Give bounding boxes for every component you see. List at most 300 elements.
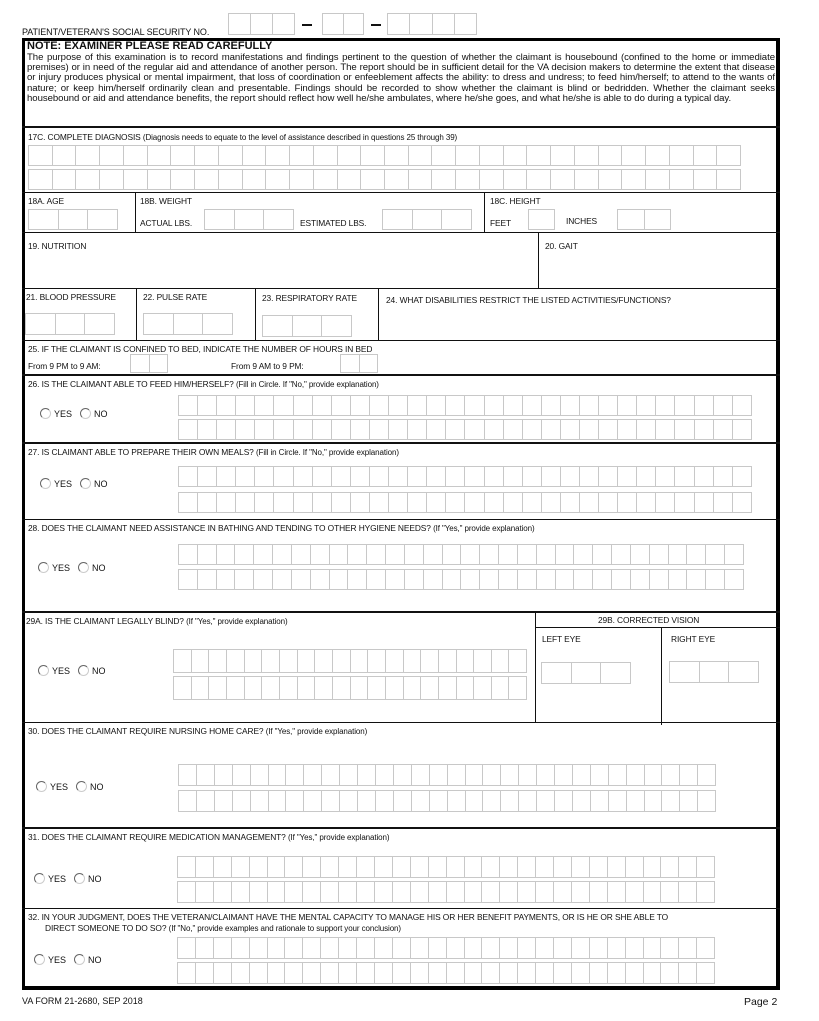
character-box[interactable]: [481, 963, 499, 983]
character-box[interactable]: [598, 396, 617, 415]
character-box[interactable]: [645, 146, 669, 165]
character-box[interactable]: [499, 938, 517, 958]
character-box[interactable]: [191, 677, 209, 699]
character-box[interactable]: [535, 882, 553, 902]
character-box[interactable]: [541, 467, 560, 486]
character-box[interactable]: [249, 938, 267, 958]
character-box[interactable]: [357, 765, 375, 785]
character-box[interactable]: [393, 791, 411, 811]
character-box[interactable]: [285, 765, 303, 785]
character-box[interactable]: [350, 493, 369, 512]
character-box[interactable]: [643, 963, 661, 983]
character-box[interactable]: [571, 663, 601, 683]
character-box[interactable]: [369, 420, 388, 439]
character-box[interactable]: [213, 857, 231, 877]
q28-yes-radio[interactable]: [38, 562, 70, 573]
character-box[interactable]: [598, 170, 622, 189]
character-box[interactable]: [261, 650, 279, 672]
character-box[interactable]: [337, 170, 361, 189]
character-box[interactable]: [464, 963, 482, 983]
character-box[interactable]: [170, 146, 194, 165]
character-box[interactable]: [235, 493, 254, 512]
character-box[interactable]: [445, 420, 464, 439]
character-box[interactable]: [179, 545, 197, 564]
character-box[interactable]: [218, 170, 242, 189]
character-box[interactable]: [174, 677, 191, 699]
character-box[interactable]: [426, 420, 445, 439]
character-box[interactable]: [197, 570, 216, 589]
character-box[interactable]: [553, 882, 571, 902]
character-box[interactable]: [660, 963, 678, 983]
left-eye-input[interactable]: [541, 662, 631, 684]
character-box[interactable]: [607, 938, 625, 958]
character-box[interactable]: [279, 677, 297, 699]
character-box[interactable]: [261, 677, 279, 699]
character-box[interactable]: [350, 650, 368, 672]
character-box[interactable]: [517, 963, 535, 983]
character-box[interactable]: [197, 396, 216, 415]
character-box[interactable]: [147, 170, 171, 189]
character-box[interactable]: [621, 170, 645, 189]
character-box[interactable]: [590, 791, 608, 811]
character-box[interactable]: [617, 467, 636, 486]
character-box[interactable]: [541, 493, 560, 512]
character-box[interactable]: [314, 650, 332, 672]
character-box[interactable]: [644, 791, 662, 811]
character-box[interactable]: [518, 791, 536, 811]
character-box[interactable]: [293, 493, 312, 512]
character-box[interactable]: [232, 765, 250, 785]
character-box[interactable]: [249, 963, 267, 983]
character-box[interactable]: [484, 420, 503, 439]
character-box[interactable]: [350, 677, 368, 699]
character-box[interactable]: [442, 570, 461, 589]
character-box[interactable]: [598, 146, 622, 165]
character-box[interactable]: [360, 170, 384, 189]
character-box[interactable]: [411, 791, 429, 811]
character-box[interactable]: [367, 677, 385, 699]
night-hours-input[interactable]: [130, 354, 168, 373]
character-box[interactable]: [456, 677, 474, 699]
character-box[interactable]: [693, 170, 717, 189]
character-box[interactable]: [208, 650, 226, 672]
q32-explanation-row-2-input[interactable]: [177, 962, 715, 984]
q27-explanation-row-2-input[interactable]: [178, 492, 752, 513]
character-box[interactable]: [410, 857, 428, 877]
character-box[interactable]: [407, 396, 426, 415]
character-box[interactable]: [75, 146, 99, 165]
character-box[interactable]: [384, 170, 408, 189]
q26-no-radio[interactable]: [80, 408, 108, 419]
character-box[interactable]: [267, 963, 285, 983]
character-box[interactable]: [464, 938, 482, 958]
character-box[interactable]: [541, 396, 560, 415]
character-box[interactable]: [571, 938, 589, 958]
character-box[interactable]: [149, 355, 168, 372]
character-box[interactable]: [694, 493, 713, 512]
character-box[interactable]: [235, 467, 254, 486]
character-box[interactable]: [392, 963, 410, 983]
character-box[interactable]: [503, 170, 527, 189]
character-box[interactable]: [234, 210, 264, 229]
character-box[interactable]: [410, 882, 428, 902]
character-box[interactable]: [643, 857, 661, 877]
disabilities-input[interactable]: [386, 308, 776, 338]
character-box[interactable]: [99, 170, 123, 189]
character-box[interactable]: [617, 420, 636, 439]
character-box[interactable]: [284, 938, 302, 958]
character-box[interactable]: [289, 146, 313, 165]
character-box[interactable]: [589, 857, 607, 877]
character-box[interactable]: [268, 765, 286, 785]
character-box[interactable]: [293, 420, 312, 439]
character-box[interactable]: [572, 765, 590, 785]
character-box[interactable]: [454, 14, 476, 34]
character-box[interactable]: [404, 570, 423, 589]
character-box[interactable]: [542, 663, 571, 683]
character-box[interactable]: [178, 857, 195, 877]
character-box[interactable]: [410, 963, 428, 983]
character-box[interactable]: [503, 420, 522, 439]
character-box[interactable]: [686, 545, 705, 564]
character-box[interactable]: [678, 882, 696, 902]
character-box[interactable]: [438, 677, 456, 699]
character-box[interactable]: [645, 170, 669, 189]
character-box[interactable]: [178, 882, 195, 902]
character-box[interactable]: [649, 570, 668, 589]
character-box[interactable]: [553, 963, 571, 983]
character-box[interactable]: [674, 396, 693, 415]
q29a-explanation-row-1-input[interactable]: [173, 649, 527, 673]
character-box[interactable]: [179, 420, 197, 439]
character-box[interactable]: [644, 210, 671, 229]
character-box[interactable]: [338, 963, 356, 983]
character-box[interactable]: [572, 791, 590, 811]
character-box[interactable]: [491, 650, 509, 672]
character-box[interactable]: [197, 545, 216, 564]
character-box[interactable]: [337, 146, 361, 165]
character-box[interactable]: [263, 210, 293, 229]
character-box[interactable]: [407, 493, 426, 512]
right-eye-input[interactable]: [669, 661, 759, 683]
character-box[interactable]: [339, 765, 357, 785]
day-hours-input[interactable]: [340, 354, 378, 373]
ssn-part-3-input[interactable]: [387, 13, 477, 35]
nutrition-input[interactable]: [28, 252, 534, 286]
character-box[interactable]: [297, 677, 315, 699]
character-box[interactable]: [678, 857, 696, 877]
character-box[interactable]: [600, 663, 630, 683]
character-box[interactable]: [254, 396, 273, 415]
character-box[interactable]: [625, 938, 643, 958]
character-box[interactable]: [636, 493, 655, 512]
character-box[interactable]: [661, 791, 679, 811]
character-box[interactable]: [273, 420, 292, 439]
character-box[interactable]: [385, 650, 403, 672]
character-box[interactable]: [303, 765, 321, 785]
character-box[interactable]: [213, 882, 231, 902]
character-box[interactable]: [431, 146, 455, 165]
character-box[interactable]: [249, 882, 267, 902]
character-box[interactable]: [655, 420, 674, 439]
character-box[interactable]: [408, 146, 432, 165]
character-box[interactable]: [579, 493, 598, 512]
character-box[interactable]: [611, 570, 630, 589]
character-box[interactable]: [356, 882, 374, 902]
character-box[interactable]: [234, 570, 253, 589]
character-box[interactable]: [374, 938, 392, 958]
character-box[interactable]: [313, 146, 337, 165]
pulse-rate-input[interactable]: [143, 313, 233, 335]
character-box[interactable]: [426, 396, 445, 415]
ssn-part-2-input[interactable]: [322, 13, 364, 35]
character-box[interactable]: [289, 170, 313, 189]
character-box[interactable]: [442, 545, 461, 564]
character-box[interactable]: [479, 570, 498, 589]
character-box[interactable]: [312, 396, 331, 415]
respiratory-rate-input[interactable]: [262, 315, 352, 337]
character-box[interactable]: [611, 545, 630, 564]
character-box[interactable]: [197, 420, 216, 439]
character-box[interactable]: [329, 570, 348, 589]
character-box[interactable]: [339, 791, 357, 811]
character-box[interactable]: [216, 420, 235, 439]
character-box[interactable]: [178, 938, 195, 958]
character-box[interactable]: [392, 882, 410, 902]
character-box[interactable]: [350, 420, 369, 439]
character-box[interactable]: [644, 765, 662, 785]
character-box[interactable]: [213, 963, 231, 983]
character-box[interactable]: [409, 14, 431, 34]
character-box[interactable]: [403, 677, 421, 699]
character-box[interactable]: [385, 545, 404, 564]
character-box[interactable]: [579, 420, 598, 439]
actual-weight-input[interactable]: [204, 209, 294, 230]
character-box[interactable]: [99, 146, 123, 165]
character-box[interactable]: [312, 493, 331, 512]
character-box[interactable]: [312, 467, 331, 486]
character-box[interactable]: [170, 170, 194, 189]
character-box[interactable]: [499, 882, 517, 902]
character-box[interactable]: [131, 355, 149, 372]
character-box[interactable]: [331, 420, 350, 439]
character-box[interactable]: [279, 650, 297, 672]
character-box[interactable]: [29, 146, 52, 165]
character-box[interactable]: [250, 765, 268, 785]
character-box[interactable]: [660, 857, 678, 877]
character-box[interactable]: [446, 938, 464, 958]
q28-no-radio[interactable]: [78, 562, 106, 573]
character-box[interactable]: [592, 570, 611, 589]
q32-explanation-row-1-input[interactable]: [177, 937, 715, 959]
character-box[interactable]: [216, 545, 235, 564]
character-box[interactable]: [668, 545, 687, 564]
character-box[interactable]: [625, 963, 643, 983]
character-box[interactable]: [529, 210, 554, 229]
q27-no-radio[interactable]: [80, 478, 108, 489]
character-box[interactable]: [674, 420, 693, 439]
character-box[interactable]: [571, 963, 589, 983]
character-box[interactable]: [388, 493, 407, 512]
character-box[interactable]: [303, 791, 321, 811]
character-box[interactable]: [696, 963, 714, 983]
character-box[interactable]: [205, 210, 234, 229]
character-box[interactable]: [407, 467, 426, 486]
character-box[interactable]: [196, 791, 214, 811]
character-box[interactable]: [338, 882, 356, 902]
character-box[interactable]: [366, 545, 385, 564]
character-box[interactable]: [232, 791, 250, 811]
character-box[interactable]: [412, 210, 442, 229]
character-box[interactable]: [446, 857, 464, 877]
character-box[interactable]: [460, 570, 479, 589]
character-box[interactable]: [464, 467, 483, 486]
character-box[interactable]: [253, 545, 272, 564]
character-box[interactable]: [660, 938, 678, 958]
character-box[interactable]: [724, 545, 743, 564]
character-box[interactable]: [536, 570, 555, 589]
character-box[interactable]: [144, 314, 173, 334]
character-box[interactable]: [320, 857, 338, 877]
character-box[interactable]: [194, 146, 218, 165]
character-box[interactable]: [686, 570, 705, 589]
character-box[interactable]: [195, 882, 213, 902]
character-box[interactable]: [229, 14, 250, 34]
character-box[interactable]: [392, 938, 410, 958]
character-box[interactable]: [285, 791, 303, 811]
character-box[interactable]: [213, 938, 231, 958]
character-box[interactable]: [273, 493, 292, 512]
character-box[interactable]: [242, 146, 266, 165]
character-box[interactable]: [356, 857, 374, 877]
character-box[interactable]: [249, 857, 267, 877]
character-box[interactable]: [643, 938, 661, 958]
character-box[interactable]: [431, 170, 455, 189]
character-box[interactable]: [359, 355, 378, 372]
character-box[interactable]: [679, 791, 697, 811]
character-box[interactable]: [608, 791, 626, 811]
character-box[interactable]: [607, 857, 625, 877]
character-box[interactable]: [341, 355, 359, 372]
character-box[interactable]: [696, 882, 714, 902]
character-box[interactable]: [292, 316, 322, 336]
character-box[interactable]: [244, 650, 262, 672]
character-box[interactable]: [29, 210, 58, 229]
character-box[interactable]: [661, 765, 679, 785]
character-box[interactable]: [393, 765, 411, 785]
character-box[interactable]: [216, 467, 235, 486]
q31-no-radio[interactable]: [74, 873, 102, 884]
character-box[interactable]: [571, 857, 589, 877]
character-box[interactable]: [579, 467, 598, 486]
character-box[interactable]: [231, 963, 249, 983]
character-box[interactable]: [636, 467, 655, 486]
character-box[interactable]: [388, 420, 407, 439]
character-box[interactable]: [310, 570, 329, 589]
diagnosis-row-2-input[interactable]: [28, 169, 741, 190]
character-box[interactable]: [697, 765, 715, 785]
q31-explanation-row-2-input[interactable]: [177, 881, 715, 903]
character-box[interactable]: [404, 545, 423, 564]
q29a-no-radio[interactable]: [78, 665, 106, 676]
character-box[interactable]: [598, 493, 617, 512]
character-box[interactable]: [574, 146, 598, 165]
character-box[interactable]: [598, 420, 617, 439]
character-box[interactable]: [678, 963, 696, 983]
character-box[interactable]: [179, 396, 197, 415]
character-box[interactable]: [517, 857, 535, 877]
character-box[interactable]: [265, 146, 289, 165]
character-box[interactable]: [147, 146, 171, 165]
character-box[interactable]: [732, 467, 751, 486]
character-box[interactable]: [481, 882, 499, 902]
character-box[interactable]: [590, 765, 608, 785]
blood-pressure-input[interactable]: [25, 313, 115, 335]
character-box[interactable]: [216, 493, 235, 512]
q32-no-radio[interactable]: [74, 954, 102, 965]
character-box[interactable]: [446, 882, 464, 902]
character-box[interactable]: [649, 545, 668, 564]
character-box[interactable]: [321, 765, 339, 785]
character-box[interactable]: [347, 570, 366, 589]
character-box[interactable]: [231, 882, 249, 902]
character-box[interactable]: [473, 677, 491, 699]
character-box[interactable]: [630, 545, 649, 564]
character-box[interactable]: [618, 210, 644, 229]
character-box[interactable]: [503, 146, 527, 165]
character-box[interactable]: [503, 467, 522, 486]
character-box[interactable]: [29, 170, 52, 189]
character-box[interactable]: [313, 170, 337, 189]
character-box[interactable]: [235, 420, 254, 439]
q31-explanation-row-1-input[interactable]: [177, 856, 715, 878]
character-box[interactable]: [713, 396, 732, 415]
age-input[interactable]: [28, 209, 118, 230]
character-box[interactable]: [550, 170, 574, 189]
character-box[interactable]: [484, 467, 503, 486]
q27-yes-radio[interactable]: [40, 478, 72, 489]
character-box[interactable]: [123, 170, 147, 189]
character-box[interactable]: [250, 791, 268, 811]
character-box[interactable]: [660, 882, 678, 902]
character-box[interactable]: [403, 650, 421, 672]
character-box[interactable]: [589, 882, 607, 902]
character-box[interactable]: [254, 467, 273, 486]
character-box[interactable]: [625, 882, 643, 902]
character-box[interactable]: [536, 791, 554, 811]
character-box[interactable]: [668, 570, 687, 589]
character-box[interactable]: [214, 791, 232, 811]
character-box[interactable]: [445, 396, 464, 415]
character-box[interactable]: [696, 938, 714, 958]
character-box[interactable]: [555, 570, 574, 589]
character-box[interactable]: [617, 396, 636, 415]
character-box[interactable]: [384, 146, 408, 165]
character-box[interactable]: [374, 857, 392, 877]
character-box[interactable]: [226, 677, 244, 699]
character-box[interactable]: [541, 420, 560, 439]
q28-explanation-row-2-input[interactable]: [178, 569, 744, 590]
character-box[interactable]: [178, 963, 195, 983]
character-box[interactable]: [447, 791, 465, 811]
character-box[interactable]: [693, 146, 717, 165]
character-box[interactable]: [356, 938, 374, 958]
character-box[interactable]: [500, 791, 518, 811]
q30-no-radio[interactable]: [76, 781, 104, 792]
character-box[interactable]: [284, 963, 302, 983]
character-box[interactable]: [455, 170, 479, 189]
character-box[interactable]: [194, 170, 218, 189]
